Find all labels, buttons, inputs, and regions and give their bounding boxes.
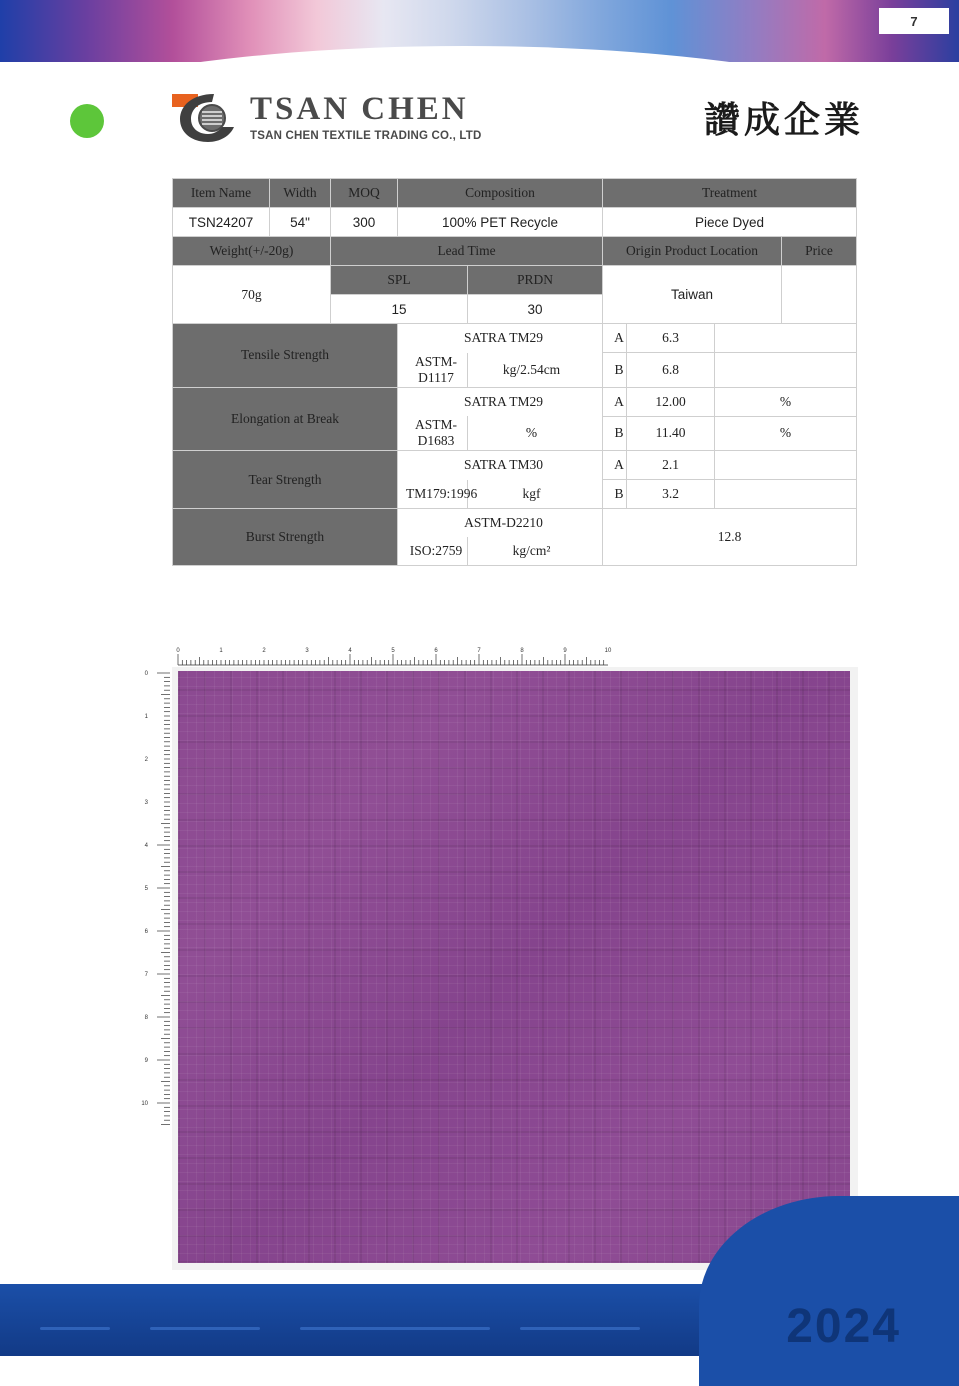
test-unit-elongation: %	[468, 416, 603, 451]
test-unit-tensile: kg/2.54cm	[468, 353, 603, 388]
svg-text:9: 9	[563, 648, 567, 654]
value-prdn: 30	[468, 295, 603, 324]
value-width: 54"	[270, 208, 331, 237]
table-row	[173, 266, 857, 295]
svg-text:7: 7	[477, 648, 481, 654]
header-width: Width	[270, 179, 331, 208]
svg-text:0: 0	[176, 648, 180, 654]
test-value-tear-a: 2.1	[627, 451, 715, 480]
header-lead-time: Lead Time	[331, 237, 603, 266]
svg-text:3: 3	[144, 800, 148, 806]
table-row	[173, 179, 857, 208]
svg-text:1: 1	[144, 714, 148, 720]
header-spl: SPL	[331, 266, 468, 295]
test-suffix-tensile-b	[715, 353, 857, 388]
green-dot-icon	[70, 104, 104, 138]
header-moq: MOQ	[331, 179, 398, 208]
test-label-tensile: Tensile Strength	[173, 324, 398, 388]
svg-text:7: 7	[144, 972, 148, 978]
svg-text:10: 10	[141, 1101, 148, 1107]
svg-text:5: 5	[144, 886, 148, 892]
table-row	[173, 237, 857, 266]
svg-text:2: 2	[144, 757, 148, 763]
brand-logo	[170, 88, 481, 146]
svg-text:5: 5	[391, 648, 395, 654]
brand-text-block	[250, 90, 482, 142]
svg-text:10: 10	[604, 648, 612, 654]
value-spl: 15	[331, 295, 468, 324]
swatch-area	[141, 645, 858, 1270]
value-item-name: TSN24207	[173, 208, 270, 237]
table-row	[173, 324, 857, 353]
test-value-tensile-a: 6.3	[627, 324, 715, 353]
table-row	[173, 387, 857, 416]
svg-text:9: 9	[144, 1058, 148, 1064]
fabric-swatch	[178, 671, 850, 1263]
test-value-elongation-a: 12.00	[627, 387, 715, 416]
svg-text:2: 2	[262, 648, 266, 654]
value-composition: 100% PET Recycle	[398, 208, 603, 237]
test-label-tear: Tear Strength	[173, 451, 398, 509]
test-label-burst: Burst Strength	[173, 509, 398, 566]
test-suffix-tensile-a	[715, 324, 857, 353]
svg-text:8: 8	[144, 1015, 148, 1021]
test-standard-burst-1: ASTM-D2210	[398, 509, 603, 538]
test-key-elongation-b: B	[603, 416, 627, 451]
test-standard-tear-1: SATRA TM30	[398, 451, 603, 480]
value-treatment: Piece Dyed	[603, 208, 857, 237]
value-origin: Taiwan	[603, 266, 782, 324]
brand-name-en: TSAN CHEN	[250, 90, 469, 127]
test-value-burst: 12.8	[603, 509, 857, 566]
value-price	[782, 266, 857, 324]
header-origin: Origin Product Location	[603, 237, 782, 266]
test-unit-tear: kgf	[468, 480, 603, 509]
svg-text:0: 0	[144, 671, 148, 677]
test-standard-burst-2: ISO:2759	[398, 537, 468, 566]
table-row	[173, 451, 857, 480]
spec-table	[172, 178, 857, 566]
header-weight: Weight(+/-20g)	[173, 237, 331, 266]
test-suffix-tear-b	[715, 480, 857, 509]
test-key-tensile-a: A	[603, 324, 627, 353]
test-standard-elongation-2: ASTM-D1683	[398, 416, 468, 451]
header-prdn: PRDN	[468, 266, 603, 295]
horizontal-ruler	[172, 645, 612, 667]
svg-text:6: 6	[144, 929, 148, 935]
test-suffix-elongation-b: %	[715, 416, 857, 451]
test-value-tear-b: 3.2	[627, 480, 715, 509]
test-value-elongation-b: 11.40	[627, 416, 715, 451]
footer-year: 2024	[786, 1300, 901, 1353]
test-key-tear-a: A	[603, 451, 627, 480]
test-suffix-elongation-a: %	[715, 387, 857, 416]
test-standard-elongation-1: SATRA TM29	[398, 387, 603, 416]
vertical-ruler	[138, 667, 172, 1127]
table-row	[173, 208, 857, 237]
test-unit-burst: kg/cm²	[468, 537, 603, 566]
header-composition: Composition	[398, 179, 603, 208]
value-moq: 300	[331, 208, 398, 237]
test-label-elongation: Elongation at Break	[173, 387, 398, 451]
test-suffix-tear-a	[715, 451, 857, 480]
header-treatment: Treatment	[603, 179, 857, 208]
header-price: Price	[782, 237, 857, 266]
test-standard-tear-2: TM179:1996	[398, 480, 468, 509]
test-standard-tensile-2: ASTM-D1117	[398, 353, 468, 388]
svg-text:6: 6	[434, 648, 438, 654]
brand-name-cn: 讚成企業	[703, 100, 864, 141]
brand-company-line: TSAN CHEN TEXTILE TRADING CO., LTD	[250, 129, 482, 142]
svg-text:4: 4	[348, 648, 352, 654]
svg-text:1: 1	[219, 648, 223, 654]
test-key-tensile-b: B	[603, 353, 627, 388]
test-standard-tensile-1: SATRA TM29	[398, 324, 603, 353]
svg-text:8: 8	[520, 648, 524, 654]
table-row	[173, 509, 857, 538]
svg-text:4: 4	[144, 843, 148, 849]
tsan-chen-logo-icon	[170, 88, 242, 146]
header-item-name: Item Name	[173, 179, 270, 208]
test-value-tensile-b: 6.8	[627, 353, 715, 388]
value-weight: 70g	[173, 266, 331, 324]
page-number: 7	[879, 8, 949, 34]
svg-text:3: 3	[305, 648, 309, 654]
test-key-tear-b: B	[603, 480, 627, 509]
test-key-elongation-a: A	[603, 387, 627, 416]
